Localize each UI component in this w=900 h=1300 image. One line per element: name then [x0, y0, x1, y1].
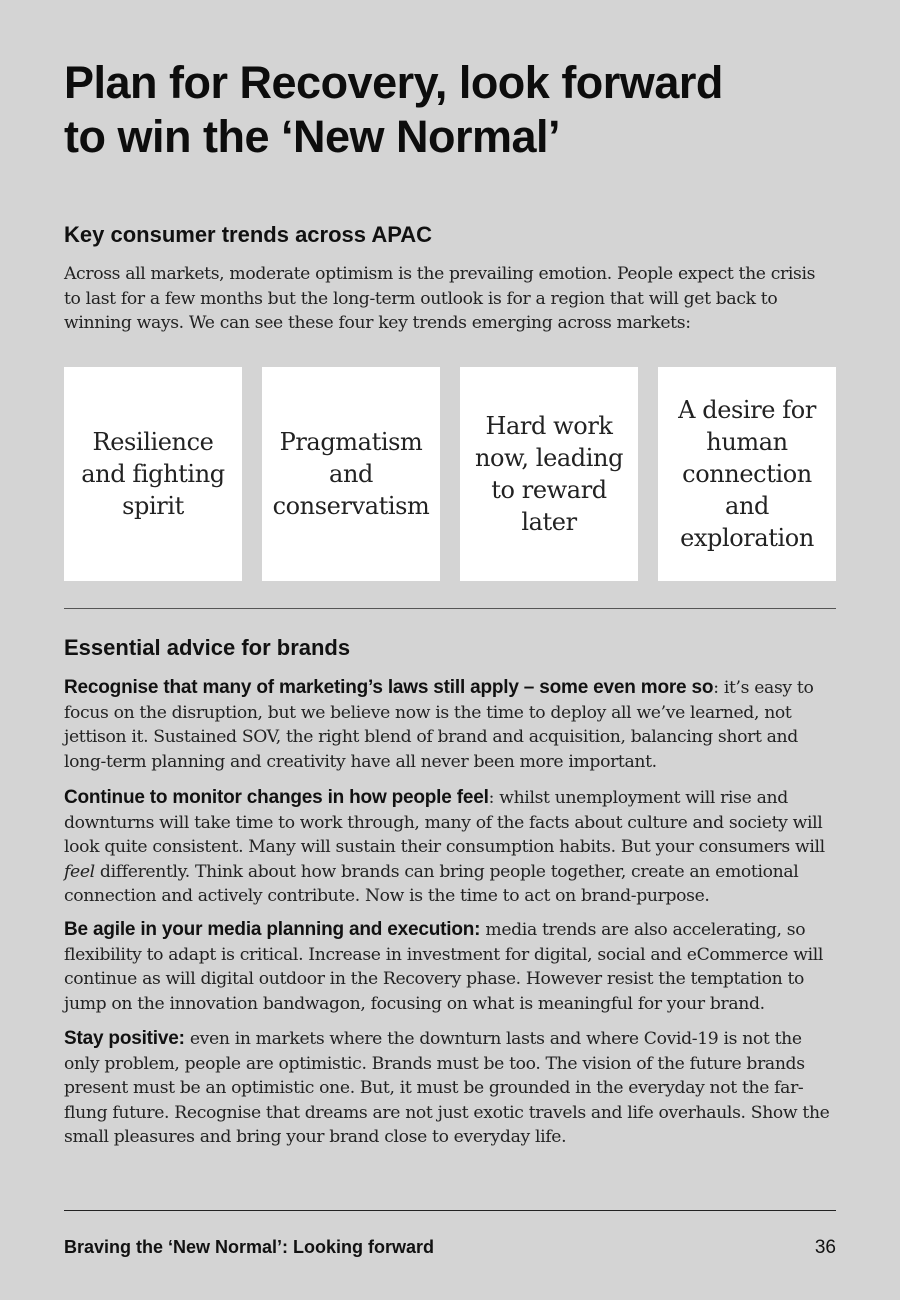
- trends-heading: Key consumer trends across APAC: [64, 222, 433, 247]
- page-number: 36: [814, 1237, 836, 1258]
- trend-card-hard-work: Hard work now, leading to reward later: [460, 367, 638, 581]
- trend-cards: [64, 367, 836, 581]
- advice-lead: Be agile in your media planning and execution:: [64, 919, 481, 940]
- advice-text: media trends are also accelerating, so flexibility to adapt is critical. Increase in investment for digital, social and eCommerce will continue as will digital outdoor in the Recovery phase. However resist the temptation to jump on the innovation bandwagon, focusing on what is meaningful for your brand.: [64, 920, 824, 1014]
- page-title: [64, 56, 836, 164]
- advice-item-monitor-feelings: [64, 786, 836, 909]
- page: [64, 0, 836, 1300]
- section-divider: [64, 608, 836, 609]
- advice-item-stay-positive: [64, 1027, 836, 1150]
- advice-item-marketing-laws: [64, 676, 836, 774]
- advice-lead: Stay positive:: [64, 1028, 185, 1049]
- trend-card-human-connection: A desire for human connection and exploration: [658, 367, 836, 581]
- advice-item-agile-media: [64, 918, 836, 1016]
- footer-divider: [64, 1210, 836, 1211]
- advice-text: : whilst unemployment will rise and downturns will take time to work through, many of the facts about culture and society will look quite consistent. Many will sustain their consumption habits. But your consumers will: [64, 788, 825, 857]
- advice-lead: Recognise that many of marketing’s laws still apply – some even more so: [64, 677, 714, 698]
- advice-text: even in markets where the downturn lasts and where Covid-19 is not the only problem, people are optimistic. Brands must be too. The vision of the future brands present must be an optimistic one. But, it must be grounded in the everyday not the far-flung future. Recognise that dreams are not just exotic travels and life overhauls. Show the small pleasures and bring your brand close to everyday life.: [64, 1029, 830, 1147]
- advice-text-continued: differently. Think about how brands can bring people together, create an emotional connection and actively contribute. Now is the time to act on brand-purpose.: [64, 861, 799, 906]
- advice-heading: Essential advice for brands: [64, 635, 351, 660]
- advice-lead: Continue to monitor changes in how people feel: [64, 787, 489, 808]
- advice-emphasis: feel: [64, 861, 95, 882]
- trends-intro: Across all markets, moderate optimism is the prevailing emotion. People expect the crisis to last for a few months but the long-term outlook is for a region that will get back to winning ways. We can see these four key trends emerging across markets:: [64, 264, 816, 333]
- page-title-line-2: to win the ‘New Normal’: [64, 111, 561, 162]
- advice-text: : it’s easy to focus on the disruption, but we believe now is the time to deploy all we’ve learned, not jettison it. Sustained SOV, the right blend of brand and acquisition, balancing short and long-term planning and creativity have all never been more important.: [64, 678, 814, 772]
- trend-card-resilience: Resilience and fighting spirit: [64, 367, 242, 581]
- page-title-line-1: Plan for Recovery, look forward: [64, 57, 723, 108]
- trend-card-pragmatism: Pragmatism and conservatism: [262, 367, 440, 581]
- footer-title: Braving the ‘New Normal’: Looking forward: [64, 1237, 435, 1257]
